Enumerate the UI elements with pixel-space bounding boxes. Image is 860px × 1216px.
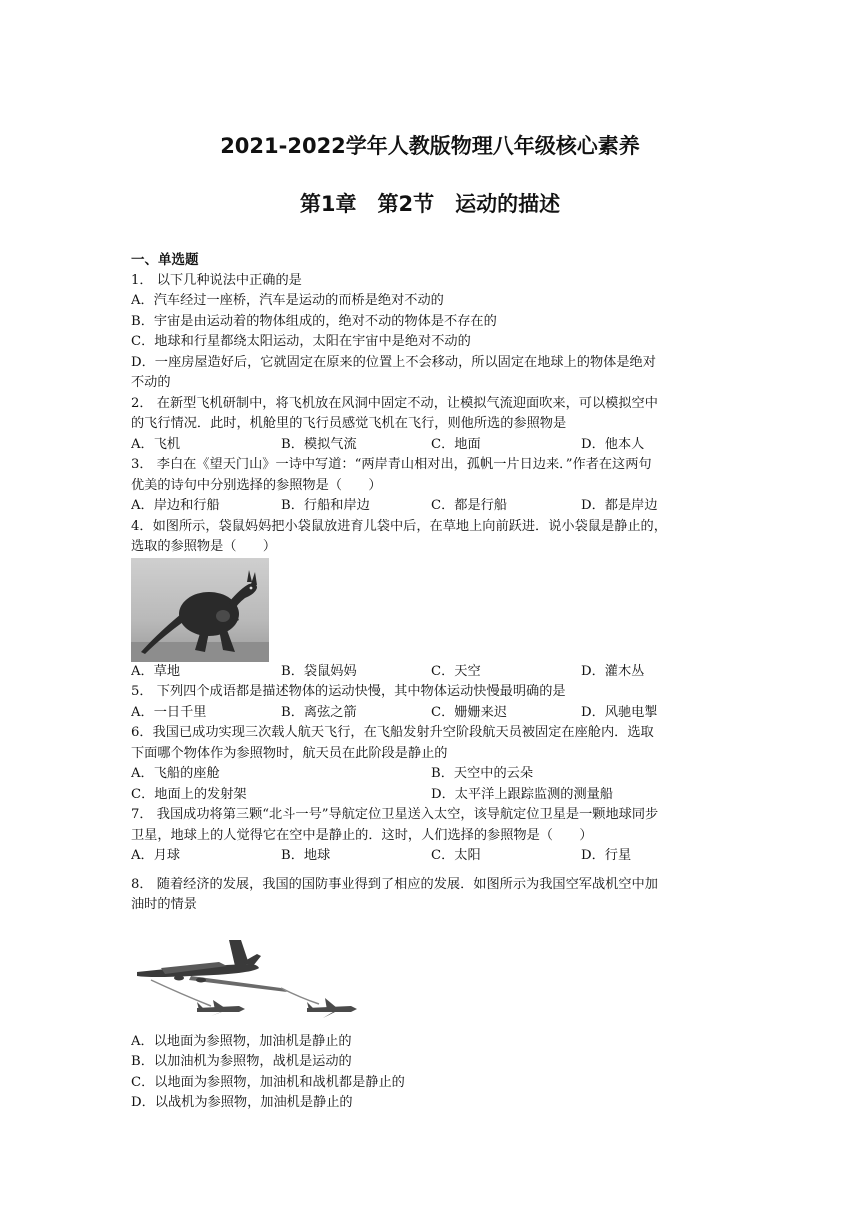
option-b: B．天空中的云朵 bbox=[431, 766, 534, 781]
options-row bbox=[131, 846, 731, 867]
option-c: C．姗姗来迟 bbox=[431, 704, 508, 720]
question-stem-continued: 的飞行情况．此时，机舱里的飞行员感觉飞机在飞行，则他所选的参照物是 bbox=[131, 416, 567, 431]
option-d: D．风驰电掣 bbox=[581, 704, 658, 720]
option-a: A．一日千里 bbox=[131, 704, 207, 720]
option-a: A．飞船的座舱 bbox=[131, 766, 220, 781]
section-heading: 一、单选题 bbox=[131, 252, 199, 268]
option-b: B．模拟气流 bbox=[281, 436, 357, 452]
option-a: A．飞机 bbox=[131, 436, 181, 452]
option-a: A．以地面为参照物，加油机是静止的 bbox=[131, 1033, 352, 1049]
option-a: A．汽车经过一座桥，汽车是运动的而桥是绝对不动的 bbox=[131, 293, 444, 308]
options-row bbox=[131, 662, 731, 683]
question-stem: 8． 随着经济的发展，我国的国防事业得到了相应的发展．如图所示为我国空军战机空中加 bbox=[131, 876, 658, 892]
question-7 bbox=[131, 805, 731, 867]
question-stem-continued: 下面哪个物体作为参照物时，航天员在此阶段是静止的 bbox=[131, 745, 448, 761]
option-d-continued: 不动的 bbox=[131, 375, 171, 390]
question-stem: 1． 以下几种说法中正确的是 bbox=[131, 272, 302, 288]
question-stem: 3． 李白在《望天门山》一诗中写道：“两岸青山相对出，孤帆一片日边来．”作者在这两句 bbox=[131, 457, 652, 472]
question-sheet bbox=[131, 250, 731, 1114]
question-stem: 2． 在新型飞机研制中，将飞机放在风洞中固定不动，让模拟气流迎面吹来，可以模拟空中 bbox=[131, 395, 658, 411]
options-row bbox=[131, 785, 731, 806]
option-c: C．地面上的发射架 bbox=[131, 786, 247, 802]
option-b: B．行船和岸边 bbox=[281, 498, 370, 513]
question-stem: 7． 我国成功将第三颗“北斗一号”导航定位卫星送入太空，该导航定位卫星是一颗地球同步 bbox=[131, 807, 659, 822]
option-b: B．地球 bbox=[281, 848, 331, 863]
options-row bbox=[131, 435, 731, 456]
question-stem-continued: 选取的参照物是（ ） bbox=[131, 539, 277, 554]
question-2 bbox=[131, 394, 731, 456]
question-4 bbox=[131, 517, 731, 683]
option-d: D．他本人 bbox=[581, 436, 645, 452]
option-c: C．地球和行星都绕太阳运动，太阳在宇宙中是绝对不动的 bbox=[131, 334, 471, 349]
question-stem-continued: 油时的情景 bbox=[131, 897, 197, 912]
chapter-title: 第1章 第2节 运动的描述 bbox=[299, 192, 561, 216]
question-stem: 4．如图所示，袋鼠妈妈把小袋鼠放进育儿袋中后，在草地上向前跃进．说小袋鼠是静止的， bbox=[131, 518, 667, 534]
option-b: B．袋鼠妈妈 bbox=[281, 663, 357, 679]
question-1 bbox=[131, 271, 731, 394]
question-stem-continued: 卫星，地球上的人觉得它在空中是静止的．这时，人们选择的参照物是（ ） bbox=[131, 827, 593, 843]
question-3 bbox=[131, 455, 731, 517]
option-d: D．都是岸边 bbox=[581, 498, 658, 513]
option-d: D．行星 bbox=[581, 848, 632, 863]
options-row bbox=[131, 764, 731, 785]
options-row bbox=[131, 496, 731, 517]
option-d: D．一座房屋造好后，它就固定在原来的位置上不会移动，所以固定在地球上的物体是绝对 bbox=[131, 354, 656, 370]
option-c: C．都是行船 bbox=[431, 498, 508, 513]
option-a: A．岸边和行船 bbox=[131, 498, 220, 513]
question-8 bbox=[131, 875, 731, 1114]
aerial-refueling-photo bbox=[131, 936, 731, 1032]
option-d: D．太平洋上跟踪监测的测量船 bbox=[431, 786, 614, 802]
option-b: B．离弦之箭 bbox=[281, 704, 357, 720]
question-stem: 6．我国已成功实现三次载人航天飞行，在飞船发射升空阶段航天员被固定在座舱内．选取 bbox=[131, 725, 654, 740]
option-b: B．以加油机为参照物，战机是运动的 bbox=[131, 1054, 352, 1069]
question-6 bbox=[131, 723, 731, 805]
option-c: C．太阳 bbox=[431, 848, 481, 863]
option-a: A．草地 bbox=[131, 663, 181, 679]
option-b: B．宇宙是由运动着的物体组成的，绝对不动的物体是不存在的 bbox=[131, 313, 497, 329]
option-d: D．灌木丛 bbox=[581, 663, 645, 679]
option-c: C．以地面为参照物，加油机和战机都是静止的 bbox=[131, 1074, 405, 1090]
question-stem: 5． 下列四个成语都是描述物体的运动快慢，其中物体运动快慢最明确的是 bbox=[131, 684, 566, 699]
question-5 bbox=[131, 682, 731, 723]
option-c: C．地面 bbox=[431, 436, 481, 452]
option-a: A．月球 bbox=[131, 848, 181, 863]
option-d: D．以战机为参照物，加油机是静止的 bbox=[131, 1095, 353, 1110]
options-row bbox=[131, 703, 731, 724]
document-title: 2021-2022学年人教版物理八年级核心素养 bbox=[220, 134, 640, 158]
question-stem-continued: 优美的诗句中分别选择的参照物是（ ） bbox=[131, 477, 382, 493]
kangaroo-photo bbox=[131, 558, 731, 662]
option-c: C．天空 bbox=[431, 663, 481, 679]
